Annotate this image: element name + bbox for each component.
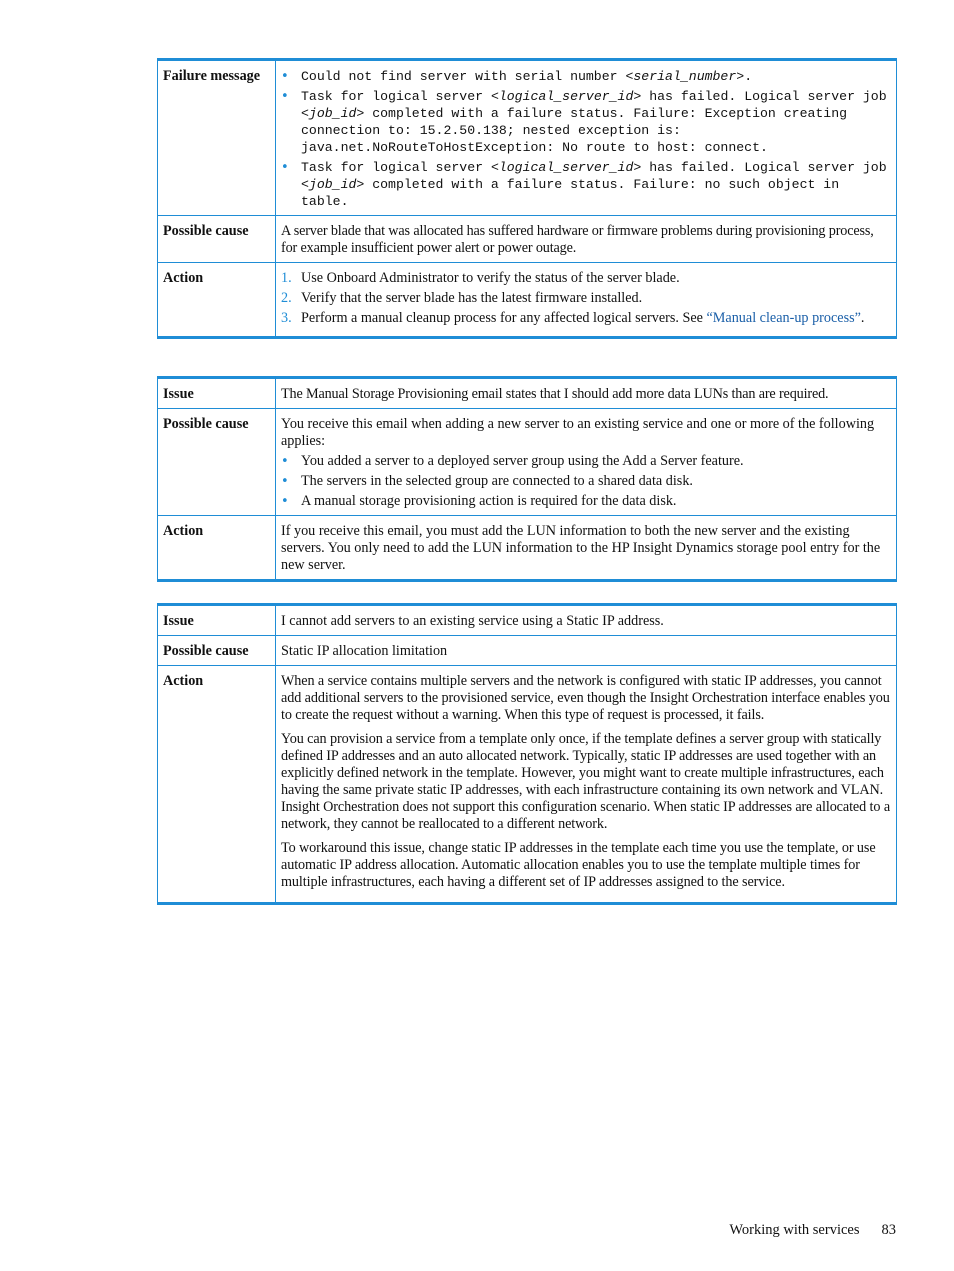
- storage-provisioning-table: [157, 376, 897, 582]
- cause-list: [281, 453, 891, 510]
- possible-cause-text: A server blade that was allocated has suffered hardware or firmware problems during provisioning process, for example insufficient power alert or power outage.: [276, 216, 897, 263]
- bullet-icon: •: [281, 89, 289, 104]
- page-footer: [729, 1222, 896, 1239]
- action-cell: [276, 263, 897, 338]
- table-row: [158, 409, 897, 516]
- row-label: Possible cause: [158, 636, 276, 666]
- footer-section-title: Working with services: [729, 1222, 860, 1238]
- table-row: [158, 666, 897, 904]
- list-item: • Could not find server with serial number <serial_number>.: [281, 69, 753, 84]
- failure-table: [157, 58, 897, 339]
- issue-text: The Manual Storage Provisioning email states that I should add more data LUNs than are required.: [276, 378, 897, 409]
- table-row: [158, 605, 897, 636]
- possible-cause-text: Static IP allocation limitation: [276, 636, 897, 666]
- page-number: 83: [881, 1222, 896, 1238]
- action-text: If you receive this email, you must add the LUN information to both the new server and the existing servers. You only need to add the LUN information to the HP Insight Dynamics storage pool entry for the new server.: [276, 516, 897, 581]
- table-row: [158, 216, 897, 263]
- bullet-icon: •: [281, 160, 289, 175]
- bullet-icon: •: [281, 494, 289, 509]
- row-label: Possible cause: [158, 216, 276, 263]
- static-ip-table: [157, 603, 897, 905]
- row-label: Failure message: [158, 60, 276, 216]
- table-row: [158, 516, 897, 581]
- list-item: • You added a server to a deployed server group using the Add a Server feature.: [281, 453, 744, 469]
- table-row: [158, 263, 897, 338]
- action-paragraph: You can provision a service from a template only once, if the template defines a server group with statically defined IP addresses and an auto allocated network. Typically, static IP addresses are used together with an explicitly defined network in the template. However, you might want to create multiple infrastructures, each having the same private static IP addresses, with each infrastructure containing its own network and VLAN. Insight Orchestration does not support this configuration scenario. When static IP addresses are allocated to a network, they cannot be reallocated to a different network.: [281, 731, 891, 832]
- possible-cause-cell: [276, 409, 897, 516]
- list-item: • Task for logical server <logical_server_id> has failed. Logical server job <job_id> completed with a failure status. Failure: no such object in table.: [281, 160, 887, 209]
- action-paragraph: When a service contains multiple servers and the network is configured with static IP addresses, you cannot add additional servers to the provisioned service, even though the Insight Orchestration interface enables you to create the request without a warning. When this type of request is processed, it fails.: [281, 673, 890, 723]
- list-item: 3. Perform a manual cleanup process for any affected logical servers. See “Manual clean-up process”.: [281, 310, 865, 326]
- action-cell: [276, 666, 897, 904]
- manual-cleanup-link[interactable]: “Manual clean-up process”: [706, 310, 861, 326]
- list-item: 1. Use Onboard Administrator to verify the status of the server blade.: [281, 270, 680, 286]
- row-label: Action: [158, 516, 276, 581]
- row-label: Possible cause: [158, 409, 276, 516]
- table-row: [158, 60, 897, 216]
- list-item: 2. Verify that the server blade has the latest firmware installed.: [281, 290, 643, 306]
- cause-intro: You receive this email when adding a new server to an existing service and one or more of the following applies:: [281, 416, 875, 449]
- bullet-icon: •: [281, 69, 289, 84]
- bullet-icon: •: [281, 454, 289, 469]
- table-row: [158, 378, 897, 409]
- failure-message-cell: [276, 60, 897, 216]
- bullet-icon: •: [281, 474, 289, 489]
- issue-text: I cannot add servers to an existing service using a Static IP address.: [276, 605, 897, 636]
- row-label: Action: [158, 666, 276, 904]
- list-item: • The servers in the selected group are connected to a shared data disk.: [281, 473, 693, 489]
- row-label: Issue: [158, 378, 276, 409]
- failure-message-list: [281, 68, 891, 210]
- table-row: [158, 636, 897, 666]
- list-item: • Task for logical server <logical_server_id> has failed. Logical server job <job_id> completed with a failure status. Failure: Exception creating connection to: 15.2.50.138; nested exception is: java.net.NoRouteToHostException: No route to host: connect.: [281, 89, 887, 155]
- action-steps: [281, 270, 891, 327]
- row-label: Action: [158, 263, 276, 338]
- list-item: • A manual storage provisioning action is required for the data disk.: [281, 493, 677, 509]
- row-label: Issue: [158, 605, 276, 636]
- action-paragraph: To workaround this issue, change static IP addresses in the template each time you use the template, or use automatic IP address allocation. Automatic allocation enables you to use the template multiple times for multiple infrastructures, each having a different set of IP addresses assigned to the service.: [281, 840, 876, 890]
